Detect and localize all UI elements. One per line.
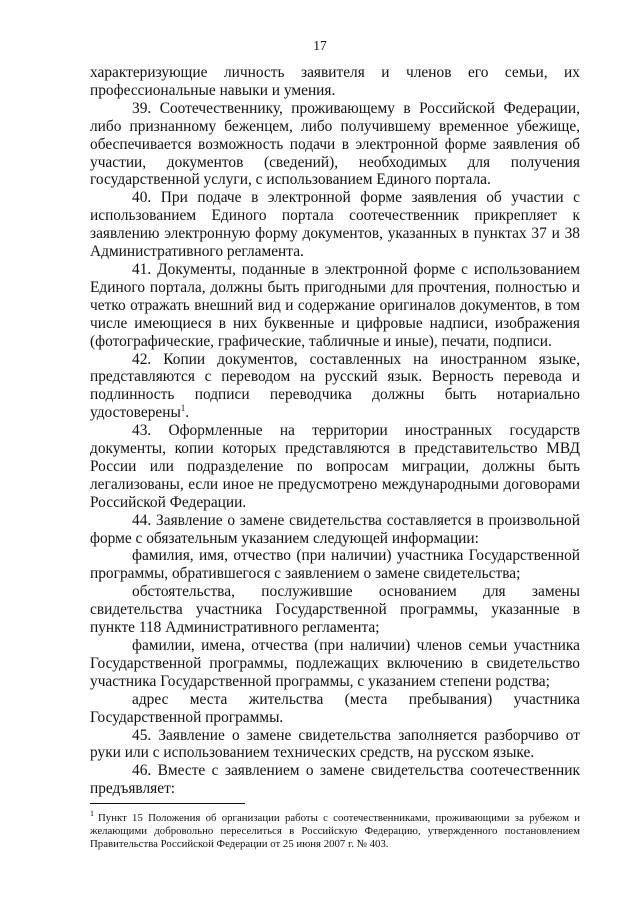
document-body [90, 64, 580, 798]
footnote-reference[interactable]: 1 [180, 403, 186, 414]
paragraph-44-item-4: адрес места жительства (места пребывания) участника Государственной программы. [90, 690, 580, 726]
paragraph-42 [90, 351, 580, 423]
paragraph-42-text: 42. Копии документов, составленных на иностранном языке, представляются с переводом на русский язык. Верность перевода и подлинность подписи переводчика должны быть нотариально удостоверены [90, 350, 580, 422]
paragraph-44: 44. Заявление о замене свидетельства составляется в произвольной форме с обязательным указанием следующей информации: [90, 511, 580, 547]
paragraph-41: 41. Документы, поданные в электронной форме с использованием Единого портала, должны быть пригодными для прочтения, полностью и четко отражать внешний вид и содержание оригиналов документов, в том числе имеющиеся в них буквенные и цифровые надписи, изображения (фотографические, графические, табличные и иные), печати, подписи. [90, 260, 580, 350]
paragraph-43: 43. Оформленные на территории иностранных государств документы, копии которых представляются в представительство МВД России или подразделение по вопросам миграции, должны быть легализованы, если иное не предусмотрено международными договорами Российской Федерации. [90, 422, 580, 511]
footnote-divider [90, 803, 245, 804]
paragraph-40: 40. При подаче в электронной форме заявления об участии с использованием Единого портала соотечественник прикрепляет к заявлению электронную форму документов, указанных в пунктах 37 и 38 Административного регламента. [90, 189, 580, 261]
paragraph-46: 46. Вместе с заявлением о замене свидетельства соотечественник предъявляет: [90, 762, 580, 798]
footnote-text: Пункт 15 Положения об организации работы с соотечественниками, проживающими за рубежом и желающими добровольно переселиться в Российскую Федерацию, утвержденного постановлением Правительства Российской Федерации от 25 июня 2007 г. № 403. [90, 812, 580, 850]
paragraph-45: 45. Заявление о замене свидетельства заполняется разборчиво от руки или с использованием технических средств, на русском языке. [90, 726, 580, 762]
paragraph-continuation: характеризующие личность заявителя и членов его семьи, их профессиональные навыки и умения. [90, 64, 580, 99]
paragraph-44-item-2: обстоятельства, послужившие основанием для замены свидетельства участника Государственной программы, указанные в пункте 118 Административного регламента; [90, 583, 580, 637]
page-number: 17 [313, 38, 327, 53]
paragraph-42-suffix: . [185, 404, 190, 422]
paragraph-44-item-1: фамилия, имя, отчество (при наличии) участника Государственной программы, обратившегося с заявлением о замене свидетельства; [90, 547, 580, 583]
paragraph-44-item-3: фамилии, имена, отчества (при наличии) членов семьи участника Государственной программы, подлежащих включению в свидетельство участника Государственной программы, с указанием степени родства; [90, 637, 580, 690]
paragraph-39: 39. Соотечественнику, проживающему в Российской Федерации, либо признанному беженцем, либо получившему временное убежище, обеспечивается возможность подачи в электронной форме заявления об участии, документов (сведений), необходимых для получения государственной услуги, с использованием Единого портала. [90, 99, 580, 189]
footnote [90, 809, 580, 851]
footnote-mark: 1 [90, 809, 94, 819]
